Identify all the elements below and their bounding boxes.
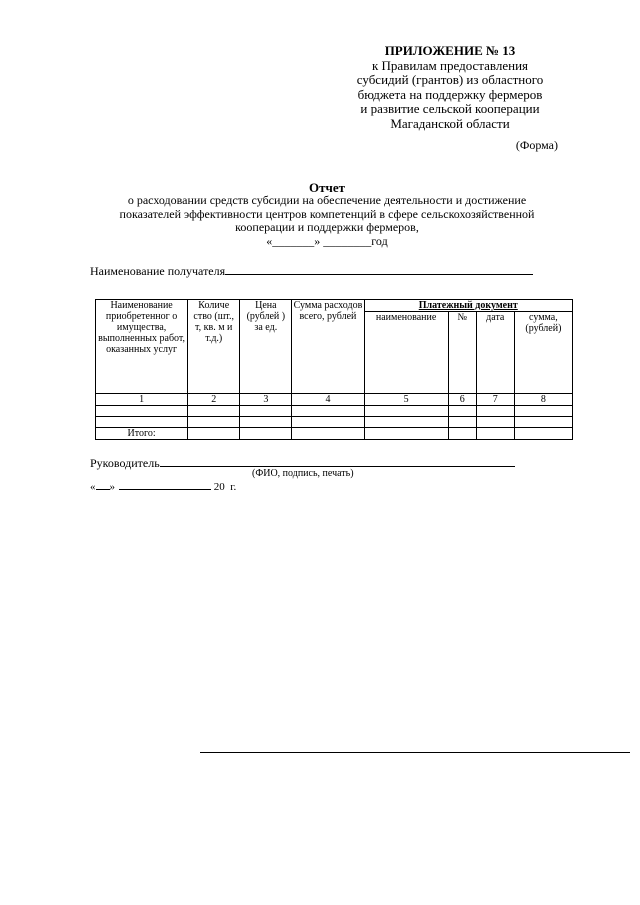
table-cell[interactable] (292, 406, 364, 417)
col-header-doc-sum: сумма, (рублей) (514, 312, 572, 394)
table-cell[interactable] (476, 428, 514, 440)
annex-line: Магаданской области (390, 115, 510, 131)
table-cell[interactable] (240, 428, 292, 440)
table-cell[interactable] (292, 428, 364, 440)
report-heading: Отчет (309, 180, 345, 195)
column-number: 1 (96, 394, 188, 406)
table-cell[interactable] (448, 417, 476, 428)
date-quote-close: » (109, 481, 115, 493)
table-cell[interactable] (476, 406, 514, 417)
annex-header (320, 44, 580, 131)
date-suffix: г. (230, 481, 237, 493)
col-header-doc-name: наименование (364, 312, 448, 394)
col-header-quantity: Количе ство (шт., т, кв. м и т.д.) (188, 300, 240, 394)
table-cell[interactable] (448, 428, 476, 440)
annex-title: ПРИЛОЖЕНИЕ № 13 (384, 43, 516, 58)
table-cell[interactable] (292, 417, 364, 428)
annex-line: субсидий (грантов) из областного (356, 72, 544, 87)
col-header-total-sum: Сумма расходов всего, рублей (292, 300, 364, 394)
table-row (96, 406, 573, 417)
table-cell[interactable] (188, 417, 240, 428)
col-header-item: Наименование приобретенног о имущества, выполненных работ, оказанных услуг (96, 300, 188, 394)
column-number: 4 (292, 394, 364, 406)
total-row (96, 428, 573, 440)
divider (200, 752, 630, 753)
report-subtitle-line: о расходовании средств субсидии на обеспечение деятельности и достижение (127, 193, 527, 207)
col-header-price: Цена (рублей ) за ед. (240, 300, 292, 394)
table-cell[interactable] (240, 406, 292, 417)
report-subtitle-line: показателей эффективности центров компетенций в сфере сельскохозяйственной (119, 206, 535, 221)
table-cell[interactable] (514, 428, 572, 440)
date-day-field[interactable] (96, 481, 110, 490)
signature-hint: (ФИО, подпись, печать) (252, 468, 354, 479)
column-number: 6 (448, 394, 476, 406)
date-quote-open: « (90, 481, 96, 493)
report-period: «_______» ________год (266, 233, 388, 248)
table-cell[interactable] (96, 417, 188, 428)
payment-document-title: Платежный документ (418, 300, 518, 311)
recipient-label: Наименование получателя (90, 264, 226, 278)
expense-table (95, 299, 573, 440)
column-number-row (96, 394, 573, 406)
date-month-field[interactable] (119, 481, 211, 490)
table-cell[interactable] (448, 406, 476, 417)
signature-field[interactable] (160, 456, 515, 467)
col-header-doc-date: дата (476, 312, 514, 394)
table-cell[interactable] (476, 417, 514, 428)
table-cell[interactable] (364, 428, 448, 440)
total-label: Итого: (96, 428, 188, 440)
annex-line: к Правилам предоставления (371, 57, 529, 73)
column-number: 7 (476, 394, 514, 406)
table-cell[interactable] (240, 417, 292, 428)
table-cell[interactable] (514, 406, 572, 417)
recipient-line (90, 264, 533, 279)
table-cell[interactable] (188, 428, 240, 440)
table-cell[interactable] (188, 406, 240, 417)
column-number: 3 (240, 394, 292, 406)
table-cell[interactable] (514, 417, 572, 428)
signature-label: Руководитель (90, 456, 160, 470)
recipient-field[interactable] (225, 264, 533, 275)
report-subtitle (90, 194, 564, 248)
table-row (96, 417, 573, 428)
column-number: 8 (514, 394, 572, 406)
form-label: (Форма) (515, 138, 558, 152)
column-number: 2 (188, 394, 240, 406)
table-cell[interactable] (364, 417, 448, 428)
col-header-doc-number: № (448, 312, 476, 394)
table-cell[interactable] (364, 406, 448, 417)
report-subtitle-line: кооперации и поддержки фермеров, (235, 220, 419, 234)
date-line (90, 481, 236, 493)
col-header-payment-document (364, 300, 572, 312)
annex-line: и развитие сельской кооперации (360, 101, 540, 116)
table-cell[interactable] (96, 406, 188, 417)
column-number: 5 (364, 394, 448, 406)
annex-line: бюджета на поддержку фермеров (357, 86, 543, 102)
date-year: 20 (213, 481, 225, 493)
